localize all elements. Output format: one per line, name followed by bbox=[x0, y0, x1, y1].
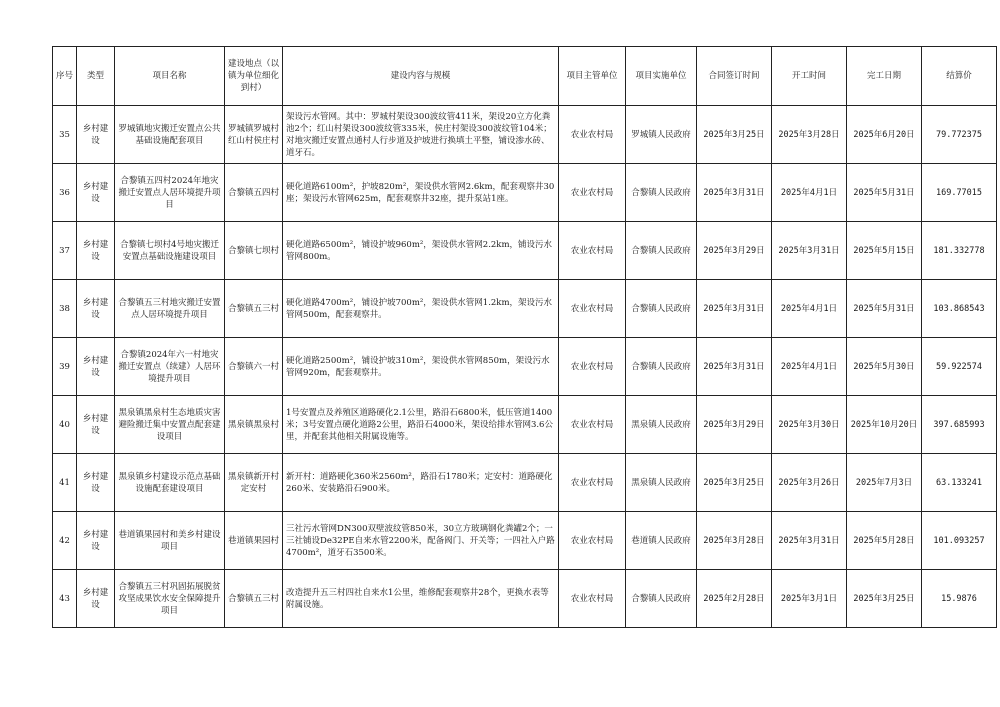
contract-date-cell: 2025年3月28日 bbox=[697, 512, 772, 570]
row-number-cell: 41 bbox=[53, 454, 77, 512]
content-cell: 改造提升五三村四社自来水1公里，维修配套观察井28个，更换水表等附属设施。 bbox=[283, 570, 559, 628]
authority-cell: 农业农村局 bbox=[559, 280, 626, 338]
content-cell: 硬化道路4700m²，铺设护坡700m²，架设供水管网1.2km，架设污水管网500m，配套观察井。 bbox=[283, 280, 559, 338]
project-name-cell: 罗城镇地灾搬迁安置点公共基础设施配套项目 bbox=[115, 106, 225, 164]
location-cell: 合黎镇六一村 bbox=[225, 338, 283, 396]
authority-cell: 农业农村局 bbox=[559, 222, 626, 280]
location-cell: 黑泉镇黑泉村 bbox=[225, 396, 283, 454]
location-cell: 黑泉镇新开村定安村 bbox=[225, 454, 283, 512]
start-date-cell: 2025年3月28日 bbox=[772, 106, 847, 164]
header-cell-implementer: 项目实施单位 bbox=[626, 47, 697, 106]
location-cell: 合黎镇五四村 bbox=[225, 164, 283, 222]
header-cell-no: 序号 bbox=[53, 47, 77, 106]
price-cell: 181.332778 bbox=[922, 222, 997, 280]
end-date-cell: 2025年3月25日 bbox=[847, 570, 922, 628]
implementer-cell: 合黎镇人民政府 bbox=[626, 164, 697, 222]
start-date-cell: 2025年4月1日 bbox=[772, 164, 847, 222]
start-date-cell: 2025年3月30日 bbox=[772, 396, 847, 454]
contract-date-cell: 2025年2月28日 bbox=[697, 570, 772, 628]
type-cell: 乡村建设 bbox=[77, 570, 115, 628]
type-cell: 乡村建设 bbox=[77, 164, 115, 222]
implementer-cell: 罗城镇人民政府 bbox=[626, 106, 697, 164]
price-cell: 59.922574 bbox=[922, 338, 997, 396]
authority-cell: 农业农村局 bbox=[559, 164, 626, 222]
header-cell-end-date: 完工日期 bbox=[847, 47, 922, 106]
end-date-cell: 2025年5月30日 bbox=[847, 338, 922, 396]
location-cell: 合黎镇五三村 bbox=[225, 280, 283, 338]
project-name-cell: 合黎镇五四村2024年地灾搬迁安置点人居环境提升项目 bbox=[115, 164, 225, 222]
start-date-cell: 2025年4月1日 bbox=[772, 280, 847, 338]
contract-date-cell: 2025年3月29日 bbox=[697, 396, 772, 454]
end-date-cell: 2025年10月20日 bbox=[847, 396, 922, 454]
end-date-cell: 2025年5月28日 bbox=[847, 512, 922, 570]
start-date-cell: 2025年3月31日 bbox=[772, 222, 847, 280]
end-date-cell: 2025年5月15日 bbox=[847, 222, 922, 280]
table-row bbox=[53, 164, 997, 222]
table-row bbox=[53, 512, 997, 570]
authority-cell: 农业农村局 bbox=[559, 570, 626, 628]
implementer-cell: 合黎镇人民政府 bbox=[626, 570, 697, 628]
contract-date-cell: 2025年3月31日 bbox=[697, 338, 772, 396]
row-number-cell: 40 bbox=[53, 396, 77, 454]
type-cell: 乡村建设 bbox=[77, 106, 115, 164]
price-cell: 63.133241 bbox=[922, 454, 997, 512]
content-cell: 硬化道路2500m²，铺设护坡310m²，架设供水管网850m，架设污水管网920m，配套观察井。 bbox=[283, 338, 559, 396]
header-cell-price: 结算价 bbox=[922, 47, 997, 106]
content-cell: 1号安置点及养殖区道路硬化2.1公里，路沿石6800米，低压管道1400米；3号安置点硬化道路2公里，路沿石4000米，架设给排水管网3.6公里，并配套其他相关附属设施等。 bbox=[283, 396, 559, 454]
type-cell: 乡村建设 bbox=[77, 280, 115, 338]
row-number-cell: 42 bbox=[53, 512, 77, 570]
authority-cell: 农业农村局 bbox=[559, 338, 626, 396]
implementer-cell: 合黎镇人民政府 bbox=[626, 280, 697, 338]
content-cell: 硬化道路6100m²，护坡820m²，架设供水管网2.6km，配套观察井30座；架设污水管网625m，配套观察井32座，提升泵站1座。 bbox=[283, 164, 559, 222]
row-number-cell: 39 bbox=[53, 338, 77, 396]
header-cell-type: 类型 bbox=[77, 47, 115, 106]
row-number-cell: 43 bbox=[53, 570, 77, 628]
row-number-cell: 38 bbox=[53, 280, 77, 338]
content-cell: 新开村：道路硬化360米2560m²，路沿石1780米；定安村：道路硬化260米、安装路沿石900米。 bbox=[283, 454, 559, 512]
table-row bbox=[53, 570, 997, 628]
authority-cell: 农业农村局 bbox=[559, 396, 626, 454]
price-cell: 397.685993 bbox=[922, 396, 997, 454]
type-cell: 乡村建设 bbox=[77, 396, 115, 454]
contract-date-cell: 2025年3月31日 bbox=[697, 164, 772, 222]
header-row bbox=[53, 47, 997, 106]
project-table bbox=[52, 46, 997, 628]
end-date-cell: 2025年6月20日 bbox=[847, 106, 922, 164]
header-cell-start-date: 开工时间 bbox=[772, 47, 847, 106]
authority-cell: 农业农村局 bbox=[559, 454, 626, 512]
header-cell-contract-date: 合同签订时间 bbox=[697, 47, 772, 106]
location-cell: 合黎镇七坝村 bbox=[225, 222, 283, 280]
row-number-cell: 35 bbox=[53, 106, 77, 164]
project-name-cell: 合黎镇五三村地灾搬迁安置点人居环境提升项目 bbox=[115, 280, 225, 338]
authority-cell: 农业农村局 bbox=[559, 106, 626, 164]
implementer-cell: 黑泉镇人民政府 bbox=[626, 454, 697, 512]
start-date-cell: 2025年3月26日 bbox=[772, 454, 847, 512]
project-name-cell: 巷道镇果园村和美乡村建设项目 bbox=[115, 512, 225, 570]
price-cell: 101.093257 bbox=[922, 512, 997, 570]
contract-date-cell: 2025年3月25日 bbox=[697, 454, 772, 512]
contract-date-cell: 2025年3月25日 bbox=[697, 106, 772, 164]
price-cell: 15.9876 bbox=[922, 570, 997, 628]
end-date-cell: 2025年7月3日 bbox=[847, 454, 922, 512]
start-date-cell: 2025年4月1日 bbox=[772, 338, 847, 396]
project-name-cell: 黑泉镇乡村建设示范点基础设施配套建设项目 bbox=[115, 454, 225, 512]
start-date-cell: 2025年3月31日 bbox=[772, 512, 847, 570]
start-date-cell: 2025年3月1日 bbox=[772, 570, 847, 628]
table-row bbox=[53, 280, 997, 338]
implementer-cell: 巷道镇人民政府 bbox=[626, 512, 697, 570]
project-name-cell: 黑泉镇黑泉村生态地质灾害避险搬迁集中安置点配套建设项目 bbox=[115, 396, 225, 454]
price-cell: 79.772375 bbox=[922, 106, 997, 164]
content-cell: 三社污水管网DN300双壁波纹管850米，30立方玻璃钢化粪罐2个；一三社铺设De32PE自来水管2200米，配备阀门、开关等；一四社入户路4700m²，道牙石3500米。 bbox=[283, 512, 559, 570]
end-date-cell: 2025年5月31日 bbox=[847, 164, 922, 222]
location-cell: 合黎镇五三村 bbox=[225, 570, 283, 628]
header-cell-authority: 项目主管单位 bbox=[559, 47, 626, 106]
project-name-cell: 合黎镇2024年六一村地灾搬迁安置点（续建）人居环境提升项目 bbox=[115, 338, 225, 396]
content-cell: 架设污水管网。其中：罗城村架设300波纹管411米，架设20立方化粪池2个；红山村架设300波纹管335米，侯庄村架设300波纹管104米；对地灾搬迁安置点通村人行步道及护坡进行换填土平整，铺设渗水砖、道牙石。 bbox=[283, 106, 559, 164]
implementer-cell: 黑泉镇人民政府 bbox=[626, 396, 697, 454]
header-cell-location: 建设地点（以镇为单位细化到村） bbox=[225, 47, 283, 106]
content-cell: 硬化道路6500m²，铺设护坡960m²，架设供水管网2.2km，铺设污水管网800m。 bbox=[283, 222, 559, 280]
end-date-cell: 2025年5月31日 bbox=[847, 280, 922, 338]
price-cell: 103.868543 bbox=[922, 280, 997, 338]
row-number-cell: 37 bbox=[53, 222, 77, 280]
contract-date-cell: 2025年3月31日 bbox=[697, 280, 772, 338]
location-cell: 巷道镇果园村 bbox=[225, 512, 283, 570]
table-row bbox=[53, 106, 997, 164]
project-name-cell: 合黎镇五三村巩固拓展脱贫攻坚成果饮水安全保障提升项目 bbox=[115, 570, 225, 628]
authority-cell: 农业农村局 bbox=[559, 512, 626, 570]
implementer-cell: 合黎镇人民政府 bbox=[626, 338, 697, 396]
type-cell: 乡村建设 bbox=[77, 338, 115, 396]
type-cell: 乡村建设 bbox=[77, 454, 115, 512]
project-name-cell: 合黎镇七坝村4号地灾搬迁安置点基础设施建设项目 bbox=[115, 222, 225, 280]
contract-date-cell: 2025年3月29日 bbox=[697, 222, 772, 280]
table-row bbox=[53, 396, 997, 454]
price-cell: 169.77015 bbox=[922, 164, 997, 222]
table-row bbox=[53, 454, 997, 512]
row-number-cell: 36 bbox=[53, 164, 77, 222]
table-row bbox=[53, 222, 997, 280]
implementer-cell: 合黎镇人民政府 bbox=[626, 222, 697, 280]
header-cell-content: 建设内容与规模 bbox=[283, 47, 559, 106]
table-row bbox=[53, 338, 997, 396]
type-cell: 乡村建设 bbox=[77, 222, 115, 280]
location-cell: 罗城镇罗城村红山村侯庄村 bbox=[225, 106, 283, 164]
header-cell-name: 项目名称 bbox=[115, 47, 225, 106]
type-cell: 乡村建设 bbox=[77, 512, 115, 570]
